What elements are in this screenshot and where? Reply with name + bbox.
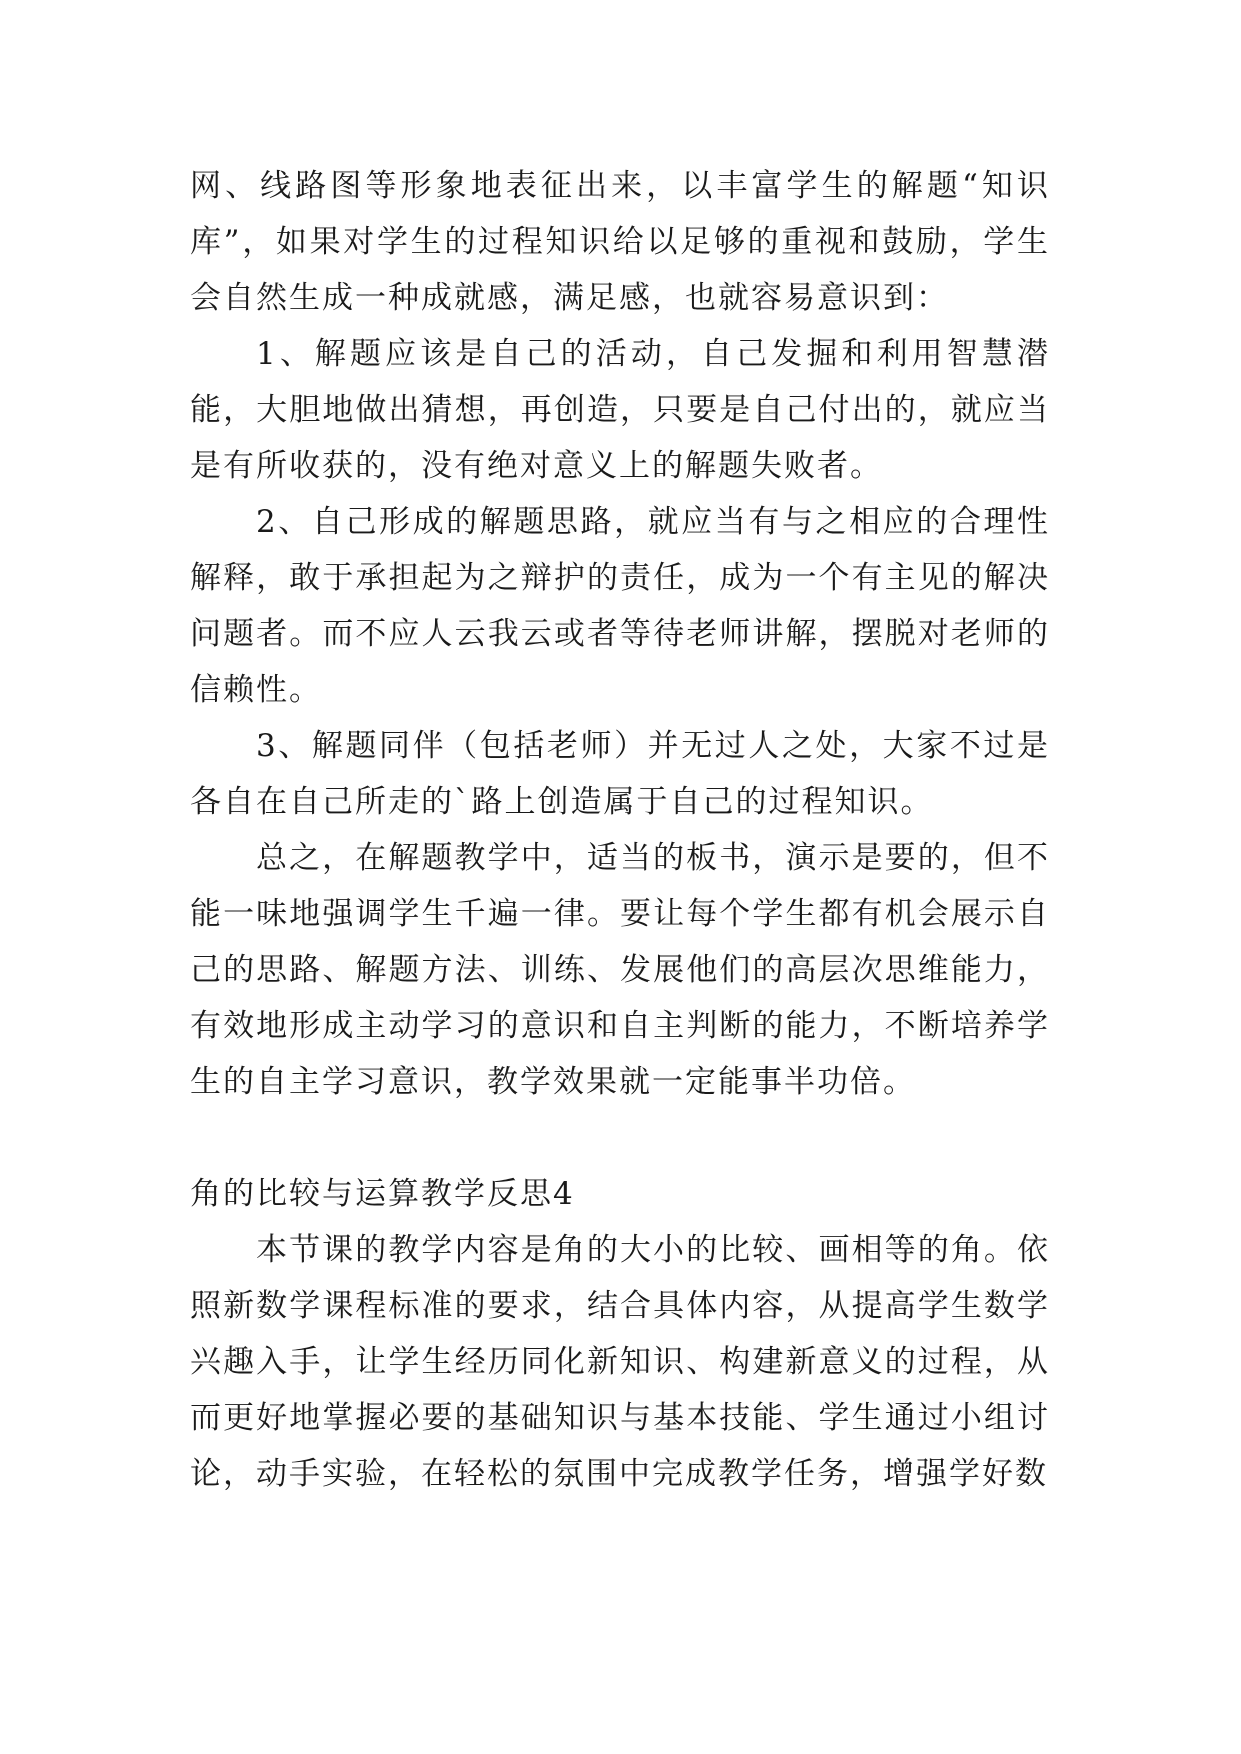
section-gap (190, 1110, 1050, 1166)
document-body (190, 158, 1050, 1502)
paragraph-section-intro: 本节课的教学内容是角的大小的比较、画相等的角。依照新数学课程标准的要求，结合具体内容，从提高学生数学兴趣入手，让学生经历同化新知识、构建新意义的过程，从而更好地掌握必要的基础知识与基本技能、学生通过小组讨论，动手实验，在轻松的氛围中完成教学任务，增强学好数 (190, 1232, 1050, 1492)
paragraph-continuation: 网、线路图等形象地表征出来，以丰富学生的解题“知识库”，如果对学生的过程知识给以足够的重视和鼓励，学生会自然生成一种成就感，满足感，也就容易意识到： (190, 168, 1050, 316)
paragraph-summary: 总之，在解题教学中，适当的板书，演示是要的，但不能一味地强调学生千遍一律。要让每个学生都有机会展示自己的思路、解题方法、训练、发展他们的高层次思维能力，有效地形成主动学习的意识和自主判断的能力，不断培养学生的自主学习意识，教学效果就一定能事半功倍。 (190, 840, 1050, 1100)
paragraph-point-2: 2、自己形成的解题思路，就应当有与之相应的合理性解释，敢于承担起为之辩护的责任，成为一个有主见的解决问题者。而不应人云我云或者等待老师讲解，摆脱对老师的信赖性。 (190, 504, 1050, 708)
paragraph-point-1: 1、解题应该是自己的活动，自己发掘和利用智慧潜能，大胆地做出猜想，再创造，只要是自己付出的，就应当是有所收获的，没有绝对意义上的解题失败者。 (190, 336, 1050, 484)
section-heading: 角的比较与运算教学反思4 (190, 1176, 575, 1212)
paragraph-point-3: 3、解题同伴（包括老师）并无过人之处，大家不过是各自在自己所走的`路上创造属于自己的过程知识。 (190, 728, 1050, 820)
